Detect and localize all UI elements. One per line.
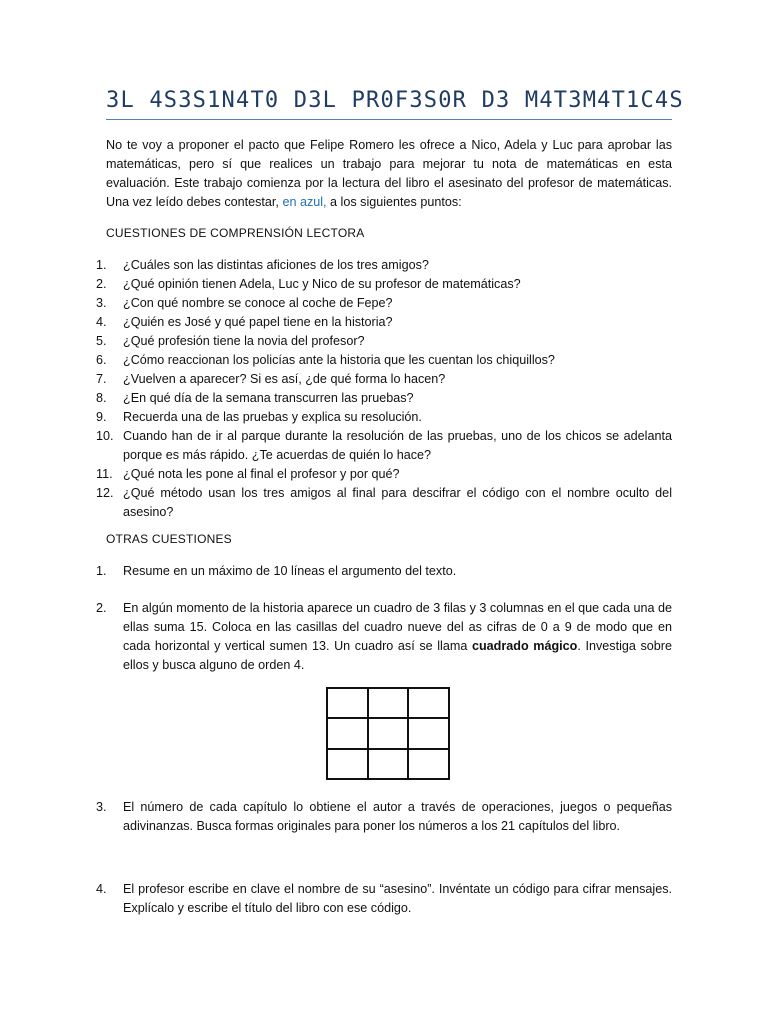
grid-cell [368,749,409,779]
question-item [96,427,672,465]
item-number: 3. [96,800,107,814]
question-text: ¿Qué nota les pone al final el profesor y por qué? [123,467,400,481]
question-item [96,484,672,522]
question-text: ¿Quién es José y qué papel tiene en la historia? [123,315,393,329]
question-item [96,332,672,351]
item-text-start: En algún momento de la historia aparece un cuadro de 3 filas y 3 columnas en el que cada una de ellas suma 15. Coloca en las casillas del cuadro nueve del as cifras de 0 a 9 de modo que en cada horizontal y vertical sumen 13. Un cuadro así se llama [123,601,672,653]
question-text: ¿Cómo reaccionan los policías ante la historia que les cuentan los chiquillos? [123,353,555,367]
question-item [96,294,672,313]
item-number: 2. [96,601,107,615]
question-text: Recuerda una de las pruebas y explica su resolución. [123,410,422,424]
question-item [96,389,672,408]
question-text: ¿Cuáles son las distintas aficiones de los tres amigos? [123,258,429,272]
question-item [96,275,672,294]
title-underline [106,119,672,120]
comprehension-question-list [96,256,672,522]
question-number: 2. [96,277,107,291]
other-question-2 [96,599,672,675]
item-text [123,599,672,675]
intro-text-end: a los siguientes puntos: [326,195,462,209]
question-text: ¿Vuelven a aparecer? Si es así, ¿de qué forma lo hacen? [123,372,446,386]
item-text: El profesor escribe en clave el nombre de su “asesino”. Invéntate un código para cifrar mensajes. Explícalo y escribe el título del libro con ese código. [123,882,672,915]
question-item [96,408,672,427]
question-number: 7. [96,372,107,386]
grid-cell [368,718,409,748]
question-number: 6. [96,353,107,367]
question-text: Cuando han de ir al parque durante la resolución de las pruebas, uno de los chicos se adelanta porque es más rápido. ¿Te acuerdas de quién lo hace? [123,429,672,462]
grid-cell [408,718,449,748]
other-question-3 [96,798,672,836]
question-text: ¿Con qué nombre se conoce al coche de Fepe? [123,296,393,310]
section-heading-comprension: CUESTIONES DE COMPRENSIÓN LECTORA [106,226,365,240]
list-item [96,599,672,675]
item-text-end: . Investiga sobre ellos y busca alguno de orden 4. [123,639,672,672]
question-number: 12. [96,486,114,500]
question-item [96,256,672,275]
grid-cell [368,688,409,718]
item-number: 1. [96,564,107,578]
section-heading-otras: OTRAS CUESTIONES [106,532,232,546]
grid-cell [408,749,449,779]
grid-cell [327,749,368,779]
intro-blue-text: en azul, [282,195,327,209]
question-number: 3. [96,296,107,310]
question-item [96,351,672,370]
question-text: ¿Qué opinión tienen Adela, Luc y Nico de su profesor de matemáticas? [123,277,521,291]
question-number: 11. [96,467,113,481]
question-text: ¿Qué profesión tiene la novia del profesor? [123,334,365,348]
question-item [96,370,672,389]
list-item [96,880,672,918]
item-text: Resume en un máximo de 10 líneas el argumento del texto. [123,564,457,578]
question-number: 4. [96,315,107,329]
question-item [96,313,672,332]
magic-square-term: cuadrado mágico [471,639,578,653]
question-number: 9. [96,410,107,424]
intro-text: No te voy a proponer el pacto que Felipe Romero les ofrece a Nico, Adela y Luc para aprobar las matemáticas, pero sí que realices un trabajo para mejorar tu nota de matemáticas en esta evaluación. Este trabajo comienza por la lectura del libro el asesinato del profesor de matemáticas. Una vez leído debes contestar, [106,138,672,209]
intro-paragraph [106,136,672,212]
other-question-1 [96,562,672,581]
question-item [96,465,672,484]
grid-cell [408,688,449,718]
grid-cell [327,688,368,718]
item-number: 4. [96,882,107,896]
question-text: ¿En qué día de la semana transcurren las pruebas? [123,391,414,405]
list-item [96,562,672,581]
question-number: 10. [96,429,114,443]
question-number: 5. [96,334,107,348]
question-number: 8. [96,391,107,405]
magic-square-grid [326,687,450,780]
list-item [96,798,672,836]
other-question-4 [96,880,672,918]
question-number: 1. [96,258,107,272]
page-title: 3L 4S3S1N4T0 D3L PR0F3S0R D3 M4T3M4T1C4S [106,88,684,113]
grid-cell [327,718,368,748]
item-text: El número de cada capítulo lo obtiene el autor a través de operaciones, juegos o pequeñas adivinanzas. Busca formas originales para poner los números a los 21 capítulos del libro. [123,800,672,833]
question-text: ¿Qué método usan los tres amigos al final para descifrar el código con el nombre oculto del asesino? [123,486,672,519]
